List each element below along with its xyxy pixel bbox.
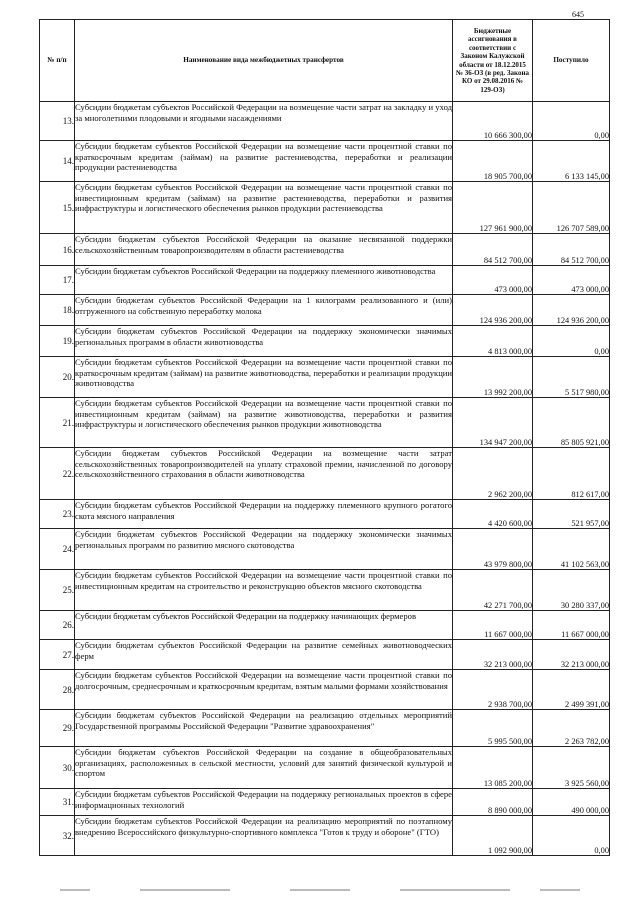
header-allocated: Бюджетные ассигнования в соответствии с Законом Калужской области от 18.12.2015 № 36-ОЗ (в ред. Закона КО от 29.08.2016 № 129-ОЗ) <box>453 20 533 102</box>
received-amount: 473 000,00 <box>533 266 610 295</box>
transfer-name: Субсидии бюджетам субъектов Российской Федерации на возмещение части затрат на закладку и уход за многолетними плодовыми и ягодными насаждениями <box>75 102 453 141</box>
allocated-amount: 4 420 600,00 <box>453 500 533 529</box>
received-amount: 0,00 <box>533 102 610 141</box>
allocated-amount: 32 213 000,00 <box>453 640 533 670</box>
allocated-amount: 4 813 000,00 <box>453 326 533 357</box>
table-row <box>40 357 610 398</box>
received-amount: 2 499 391,00 <box>533 670 610 710</box>
allocated-amount: 2 962 200,00 <box>453 448 533 500</box>
row-number: 23. <box>40 500 75 529</box>
bottom-scan-artifacts <box>60 889 600 895</box>
transfer-name: Субсидии бюджетам субъектов Российской Федерации на возмещение части процентной ставки по долгосрочным, среднесрочным и краткосрочным кредитам, взятым малыми формами хозяйствования <box>75 670 453 710</box>
table-row <box>40 670 610 710</box>
table-row <box>40 448 610 500</box>
table-row <box>40 816 610 856</box>
received-amount: 490 000,00 <box>533 789 610 816</box>
received-amount: 30 280 337,00 <box>533 570 610 611</box>
header-name: Наименование вида межбюджетных трансфертов <box>75 20 453 102</box>
received-amount: 521 957,00 <box>533 500 610 529</box>
row-number: 30. <box>40 747 75 789</box>
table-row <box>40 234 610 266</box>
transfer-name: Субсидии бюджетам субъектов Российской Федерации на реализацию мероприятий по поэтапному внедрению Всероссийского физкультурно-спортивного комплекса "Готов к труду и обороне" (ГТО) <box>75 816 453 856</box>
table-row <box>40 789 610 816</box>
row-number: 31. <box>40 789 75 816</box>
row-number: 28. <box>40 670 75 710</box>
row-number: 20. <box>40 357 75 398</box>
transfer-name: Субсидии бюджетам субъектов Российской Федерации на создание в общеобразовательных организациях, расположенных в сельской местности, условий для занятий физической культурой и спортом <box>75 747 453 789</box>
received-amount: 126 707 589,00 <box>533 182 610 234</box>
received-amount: 812 617,00 <box>533 448 610 500</box>
transfer-name: Субсидии бюджетам субъектов Российской Федерации на возмещение части затрат сельскохозяйственных товаропроизводителей на уплату страховой премии, начисленной по договору сельскохозяйственного страхования в области животноводства <box>75 448 453 500</box>
row-number: 17. <box>40 266 75 295</box>
transfer-name: Субсидии бюджетам субъектов Российской Федерации на возмещение части процентной ставки по краткосрочным кредитам (займам) на развитие животноводства, переработки и реализации продукции животноводства <box>75 357 453 398</box>
received-amount: 32 213 000,00 <box>533 640 610 670</box>
table-row <box>40 102 610 141</box>
row-number: 13. <box>40 102 75 141</box>
allocated-amount: 42 271 700,00 <box>453 570 533 611</box>
row-number: 16. <box>40 234 75 266</box>
received-amount: 41 102 563,00 <box>533 529 610 570</box>
header-num: № п/п <box>40 20 75 102</box>
transfer-name: Субсидии бюджетам субъектов Российской Федерации на поддержку экономически значимых региональных программ по развитию мясного скотоводства <box>75 529 453 570</box>
received-amount: 0,00 <box>533 816 610 856</box>
table-row <box>40 570 610 611</box>
allocated-amount: 8 890 000,00 <box>453 789 533 816</box>
table-row <box>40 266 610 295</box>
transfer-name: Субсидии бюджетам субъектов Российской Федерации на поддержку региональных проектов в сфере информационных технологий <box>75 789 453 816</box>
page-number: 645 <box>572 10 584 19</box>
row-number: 21. <box>40 398 75 448</box>
transfer-name: Субсидии бюджетам субъектов Российской Федерации на 1 килограмм реализованного и (или) отгруженного на собственную переработку молока <box>75 295 453 326</box>
transfer-name: Субсидии бюджетам субъектов Российской Федерации на поддержку племенного животноводства <box>75 266 453 295</box>
row-number: 32. <box>40 816 75 856</box>
transfer-name: Субсидии бюджетам субъектов Российской Федерации на возмещение части процентной ставки по инвестиционным кредитам на строительство и реконструкцию объектов мясного скотоводства <box>75 570 453 611</box>
allocated-amount: 5 995 500,00 <box>453 710 533 747</box>
allocated-amount: 124 936 200,00 <box>453 295 533 326</box>
transfer-name: Субсидии бюджетам субъектов Российской Федерации на возмещение части процентной ставки по краткосрочным кредитам (займам) на развитие растениеводства, переработки и реализации продукции растениеводства <box>75 141 453 182</box>
received-amount: 5 517 980,00 <box>533 357 610 398</box>
table-row <box>40 182 610 234</box>
transfer-name: Субсидии бюджетам субъектов Российской Федерации на поддержку экономически значимых региональных программ в области животноводства <box>75 326 453 357</box>
transfer-name: Субсидии бюджетам субъектов Российской Федерации на поддержку племенного крупного рогатого скота мясного направления <box>75 500 453 529</box>
received-amount: 0,00 <box>533 326 610 357</box>
received-amount: 2 263 782,00 <box>533 710 610 747</box>
allocated-amount: 2 938 700,00 <box>453 670 533 710</box>
received-amount: 124 936 200,00 <box>533 295 610 326</box>
row-number: 18. <box>40 295 75 326</box>
row-number: 27. <box>40 640 75 670</box>
transfer-name: Субсидии бюджетам субъектов Российской Федерации на реализацию отдельных мероприятий Государственной программы Российской Федерации "Развитие здравоохранения" <box>75 710 453 747</box>
received-amount: 11 667 000,00 <box>533 611 610 640</box>
table-row <box>40 640 610 670</box>
transfer-name: Субсидии бюджетам субъектов Российской Федерации на оказание несвязанной поддержки сельскохозяйственным товаропроизводителям в области растениеводства <box>75 234 453 266</box>
allocated-amount: 10 666 300,00 <box>453 102 533 141</box>
received-amount: 6 133 145,00 <box>533 141 610 182</box>
table-row <box>40 326 610 357</box>
allocated-amount: 127 961 900,00 <box>453 182 533 234</box>
table-row <box>40 611 610 640</box>
allocated-amount: 13 992 200,00 <box>453 357 533 398</box>
table-row <box>40 529 610 570</box>
received-amount: 85 805 921,00 <box>533 398 610 448</box>
table-header-row <box>40 20 610 102</box>
table-row <box>40 398 610 448</box>
row-number: 26. <box>40 611 75 640</box>
allocated-amount: 134 947 200,00 <box>453 398 533 448</box>
received-amount: 84 512 700,00 <box>533 234 610 266</box>
transfer-name: Субсидии бюджетам субъектов Российской Федерации на возмещение части процентной ставки по инвестиционным кредитам (займам) на развитие животноводства, переработки и развития инфраструктуры и логистического обеспечения рынков продукции животноводства <box>75 398 453 448</box>
allocated-amount: 84 512 700,00 <box>453 234 533 266</box>
row-number: 14. <box>40 141 75 182</box>
table-row <box>40 295 610 326</box>
table-row <box>40 500 610 529</box>
budget-table <box>39 19 610 856</box>
allocated-amount: 43 979 800,00 <box>453 529 533 570</box>
row-number: 24. <box>40 529 75 570</box>
row-number: 25. <box>40 570 75 611</box>
table-row <box>40 710 610 747</box>
transfer-name: Субсидии бюджетам субъектов Российской Федерации на развитие семейных животноводческих ферм <box>75 640 453 670</box>
header-received: Поступило <box>533 20 610 102</box>
row-number: 29. <box>40 710 75 747</box>
received-amount: 3 925 560,00 <box>533 747 610 789</box>
allocated-amount: 13 085 200,00 <box>453 747 533 789</box>
row-number: 15. <box>40 182 75 234</box>
table-row <box>40 747 610 789</box>
allocated-amount: 18 905 700,00 <box>453 141 533 182</box>
row-number: 22. <box>40 448 75 500</box>
allocated-amount: 473 000,00 <box>453 266 533 295</box>
transfer-name: Субсидии бюджетам субъектов Российской Федерации на возмещение части процентной ставки по инвестиционным кредитам (займам) на развитие растениеводства, переработки и развития инфраструктуры и логистического обеспечения рынков продукции растениеводства <box>75 182 453 234</box>
table-row <box>40 141 610 182</box>
transfer-name: Субсидии бюджетам субъектов Российской Федерации на поддержку начинающих фермеров <box>75 611 453 640</box>
allocated-amount: 11 667 000,00 <box>453 611 533 640</box>
row-number: 19. <box>40 326 75 357</box>
allocated-amount: 1 092 900,00 <box>453 816 533 856</box>
